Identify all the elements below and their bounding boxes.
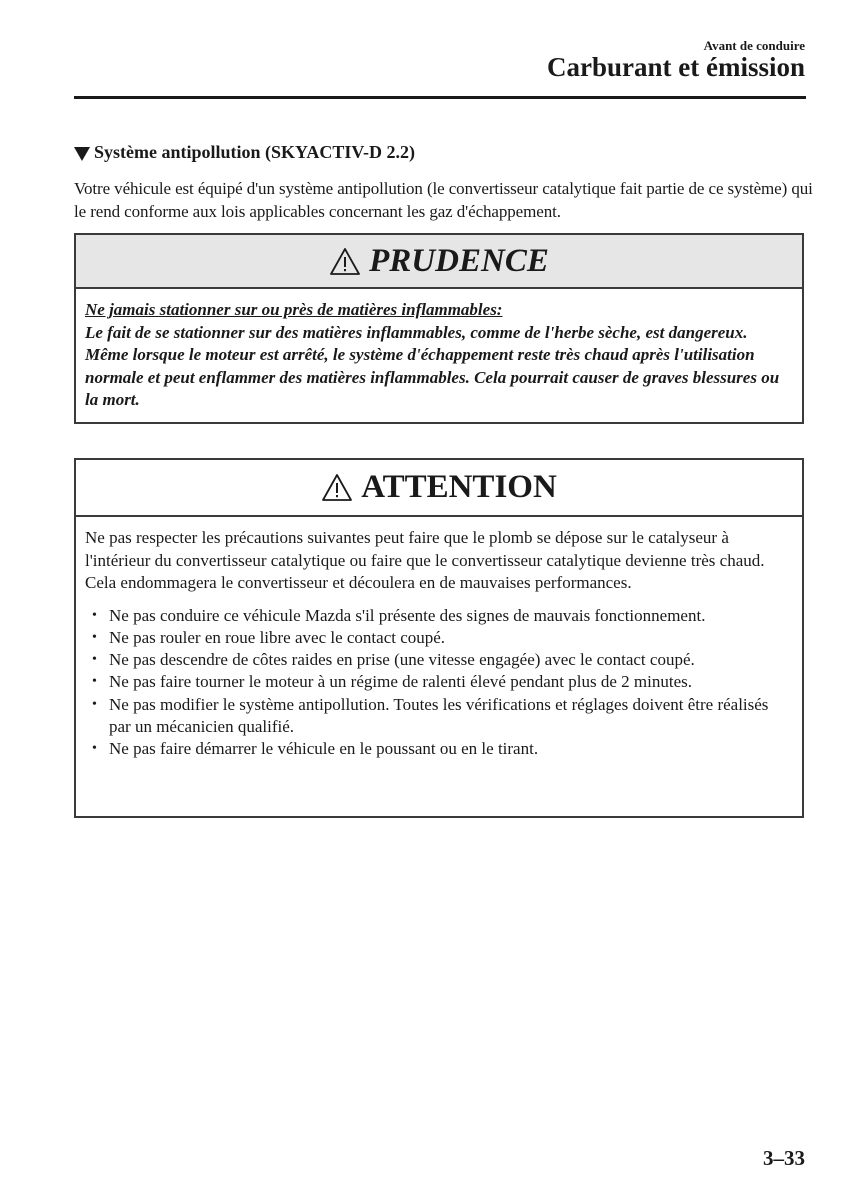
section-heading — [74, 142, 415, 163]
attention-header — [76, 460, 802, 517]
list-item: • Ne pas faire démarrer le véhicule en le poussant ou en le tirant. — [85, 738, 794, 760]
bullet-icon: • — [92, 629, 97, 645]
list-item: • Ne pas faire tourner le moteur à un régime de ralenti élevé pendant plus de 2 minutes. — [85, 671, 794, 693]
attention-body — [76, 517, 802, 761]
triangle-down-icon — [74, 147, 90, 161]
warning-triangle-icon — [329, 247, 361, 276]
page-title: Carburant et émission — [547, 52, 805, 82]
list-item: • Ne pas descendre de côtes raides en prise (une vitesse engagée) avec le contact coupé. — [85, 649, 794, 671]
list-item: • Ne pas rouler en roue libre avec le contact coupé. — [85, 627, 794, 649]
prudence-title: Ne jamais stationner sur ou près de matières inflammables: — [85, 300, 503, 319]
page-number: 3–33 — [763, 1146, 805, 1170]
prudence-label: PRUDENCE — [369, 242, 549, 279]
prudence-body — [76, 289, 802, 412]
bullet-icon: • — [92, 741, 97, 757]
header-divider — [74, 96, 806, 99]
section-heading-text: Système antipollution (SKYACTIV-D 2.2) — [94, 142, 416, 162]
prudence-text: Le fait de se stationner sur des matières inflammables, comme de l'herbe sèche, est dangereux. Même lorsque le moteur est arrêté, le système d'échappement reste très chaud après l'utilisation normale et peut enflammer des matières inflammables. Cela pourrait causer de graves blessures ou la mort. — [85, 322, 780, 409]
attention-text: Ne pas respecter les précautions suivantes peut faire que le plomb se dépose sur le catalyseur à l'intérieur du convertisseur catalytique ou faire que le convertisseur catalytique devienne très chaud. Cela endommagera le convertisseur et découlera en de mauvaises performances. — [85, 528, 765, 592]
bullet-icon: • — [92, 674, 97, 690]
attention-list — [85, 605, 794, 761]
list-item: • Ne pas modifier le système antipollution. Toutes les vérifications et réglages doivent être réalisés par un mécanicien qualifié. — [92, 694, 769, 736]
header-section-label: Avant de conduire — [703, 38, 805, 53]
intro-paragraph: Votre véhicule est équipé d'un système antipollution (le convertisseur catalytique fait partie de ce système) qui le rend conforme aux lois applicables concernant les gaz d'échappement. — [74, 179, 813, 221]
bullet-icon: • — [92, 652, 97, 668]
bullet-icon: • — [92, 696, 97, 712]
prudence-header — [76, 235, 802, 289]
attention-box — [74, 458, 804, 818]
attention-label: ATTENTION — [361, 469, 557, 505]
prudence-box — [74, 233, 804, 424]
warning-triangle-icon — [321, 473, 353, 502]
list-item: • Ne pas conduire ce véhicule Mazda s'il présente des signes de mauvais fonctionnement. — [85, 605, 794, 627]
bullet-icon: • — [92, 607, 97, 623]
